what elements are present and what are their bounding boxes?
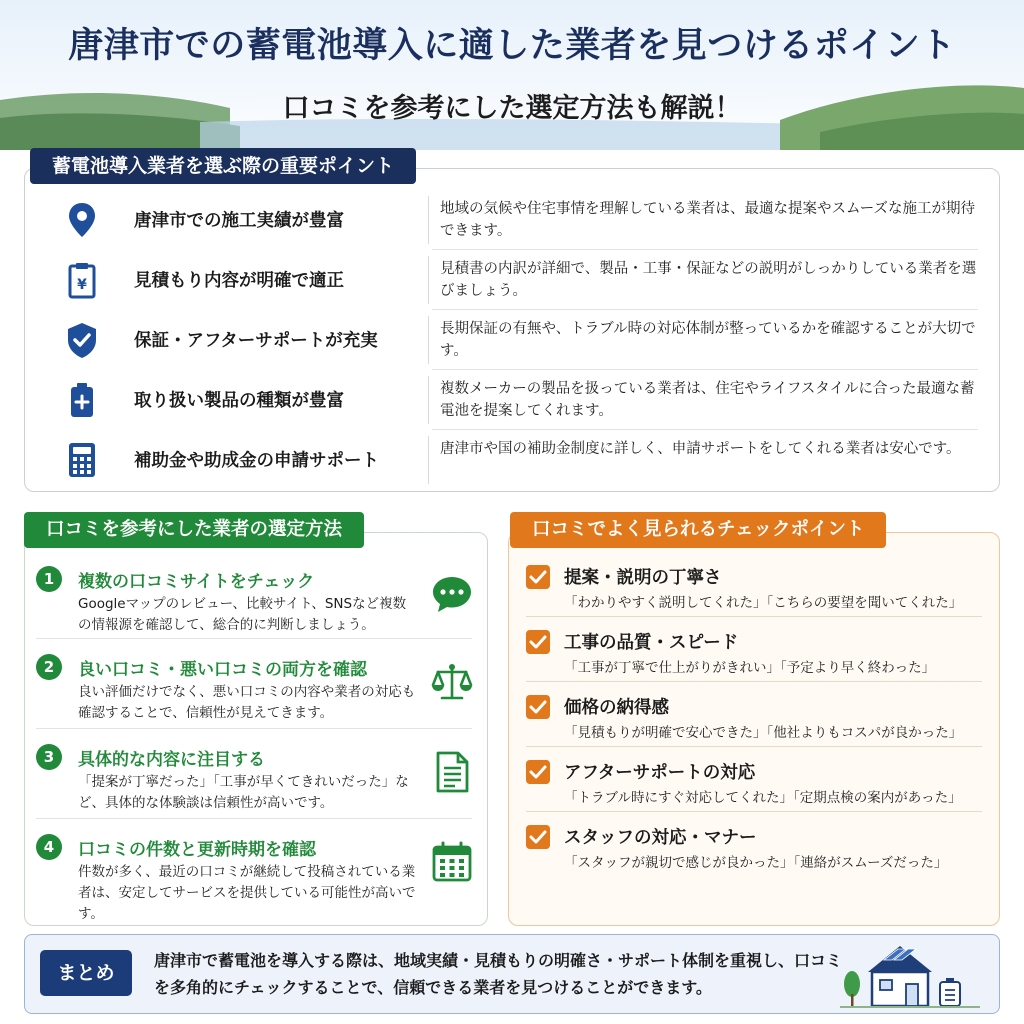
method-title: 口コミの件数と更新時期を確認 xyxy=(78,840,316,860)
checkpoint-title: 工事の品質・スピード xyxy=(564,633,739,653)
method-title: 良い口コミ・悪い口コミの両方を確認 xyxy=(78,660,367,680)
point-row xyxy=(48,430,978,490)
shield-check-icon xyxy=(62,320,102,360)
house-with-solar-battery-illustration xyxy=(840,938,980,1010)
review-methods-heading: 口コミを参考にした業者の選定方法 xyxy=(24,512,364,548)
point-description: 複数メーカーの製品を扱っている業者は、住宅やライフスタイルに合った最適な蓄電池を提案してくれます。 xyxy=(440,381,975,419)
method-description: Googleマップのレビュー、比較サイト、SNSなど複数の情報源を確認して、総合的に判断しましょう。 xyxy=(78,596,407,633)
point-description: 唐津市や国の補助金制度に詳しく、申請サポートをしてくれる業者は安心です。 xyxy=(440,441,961,457)
step-number-badge: 3 xyxy=(36,744,62,770)
checkbox-checked-icon xyxy=(526,695,550,719)
row-divider xyxy=(526,681,982,682)
checkpoint-quote: 「トラブル時にすぐ対応してくれた」「定期点検の案内があった」 xyxy=(564,790,962,806)
checkpoint-quote: 「見積もりが明確で安心できた」「他社よりもコスパが良かった」 xyxy=(564,725,963,741)
page-title: 唐津市での蓄電池導入に適した業者を見つけるポイント xyxy=(68,26,956,66)
row-separator xyxy=(428,316,429,364)
point-title: 唐津市での施工実績が豊富 xyxy=(134,211,344,231)
balance-scale-icon xyxy=(430,660,474,704)
point-row xyxy=(48,190,978,250)
location-pin-icon xyxy=(62,200,102,240)
checkpoint-title: アフターサポートの対応 xyxy=(564,763,756,783)
point-description: 見積書の内訳が詳細で、製品・工事・保証などの説明がしっかりしている業者を選びましょう。 xyxy=(440,261,977,299)
point-description: 地域の気候や住宅事情を理解している業者は、最適な提案やスムーズな施工が期待できます。 xyxy=(440,201,976,239)
point-title: 保証・アフターサポートが充実 xyxy=(134,331,378,351)
summary-text: 唐津市で蓄電池を導入する際は、地域実績・見積もりの明確さ・サポート体制を重視し、口コミを多角的にチェックすることで、信頼できる業者を見つけることができます。 xyxy=(154,951,843,997)
row-separator xyxy=(428,376,429,424)
row-separator xyxy=(428,436,429,484)
method-title: 具体的な内容に注目する xyxy=(78,750,265,770)
method-description: 良い評価だけでなく、悪い口コミの内容や業者の対応も確認することで、信頼性が見えてきます。 xyxy=(78,684,416,721)
row-divider xyxy=(526,616,982,617)
row-divider xyxy=(526,746,982,747)
method-description: 「提案が丁寧だった」「工事が早くてきれいだった」など、具体的な体験談は信頼性が高いです。 xyxy=(78,774,409,811)
row-divider xyxy=(526,811,982,812)
document-icon xyxy=(430,750,474,794)
checkpoint-quote: 「スタッフが親切で感じが良かった」「連絡がスムーズだった」 xyxy=(564,855,948,871)
point-description: 長期保証の有無や、トラブル時の対応体制が整っているかを確認することが大切です。 xyxy=(440,321,976,359)
row-divider xyxy=(36,638,472,639)
checkpoint-title: 価格の納得感 xyxy=(564,698,669,718)
method-description: 件数が多く、最近の口コミが継続して投稿されている業者は、安定してサービスを提供している可能性が高いです。 xyxy=(78,864,416,922)
chat-bubble-icon xyxy=(430,572,474,616)
checkpoint-quote: 「わかりやすく説明してくれた」「こちらの要望を聞いてくれた」 xyxy=(564,595,963,611)
checkpoint-title: 提案・説明の丁寧さ xyxy=(564,568,722,588)
point-row xyxy=(48,370,978,430)
row-divider xyxy=(36,728,472,729)
step-number-badge: 1 xyxy=(36,566,62,592)
checkpoint-quote: 「工事が丁寧で仕上がりがきれい」「予定より早く終わった」 xyxy=(564,660,936,676)
estimate-clipboard-icon xyxy=(62,260,102,300)
svg-text:¥: ¥ xyxy=(77,277,87,293)
checkbox-checked-icon xyxy=(526,825,550,849)
step-number-badge: 2 xyxy=(36,654,62,680)
point-title: 補助金や助成金の申請サポート xyxy=(134,451,379,471)
checkpoint-title: スタッフの対応・マナー xyxy=(564,828,757,848)
step-number-badge: 4 xyxy=(36,834,62,860)
method-title: 複数の口コミサイトをチェック xyxy=(78,572,315,592)
page-subtitle: 口コミを参考にした選定方法も解説！ xyxy=(282,93,742,124)
point-row xyxy=(48,250,978,310)
review-checkpoints-heading: 口コミでよく見られるチェックポイント xyxy=(510,512,886,548)
checkbox-checked-icon xyxy=(526,630,550,654)
row-divider xyxy=(36,818,472,819)
calculator-icon xyxy=(62,440,102,480)
point-row xyxy=(48,310,978,370)
point-title: 取り扱い製品の種類が豊富 xyxy=(134,391,344,411)
calendar-icon xyxy=(430,840,474,884)
important-points-heading: 蓄電池導入業者を選ぶ際の重要ポイント xyxy=(30,148,416,184)
point-title: 見積もり内容が明確で適正 xyxy=(134,271,344,291)
checkbox-checked-icon xyxy=(526,565,550,589)
summary-label: まとめ xyxy=(40,950,132,996)
row-separator xyxy=(428,196,429,244)
row-separator xyxy=(428,256,429,304)
checkbox-checked-icon xyxy=(526,760,550,784)
battery-icon xyxy=(62,380,102,420)
